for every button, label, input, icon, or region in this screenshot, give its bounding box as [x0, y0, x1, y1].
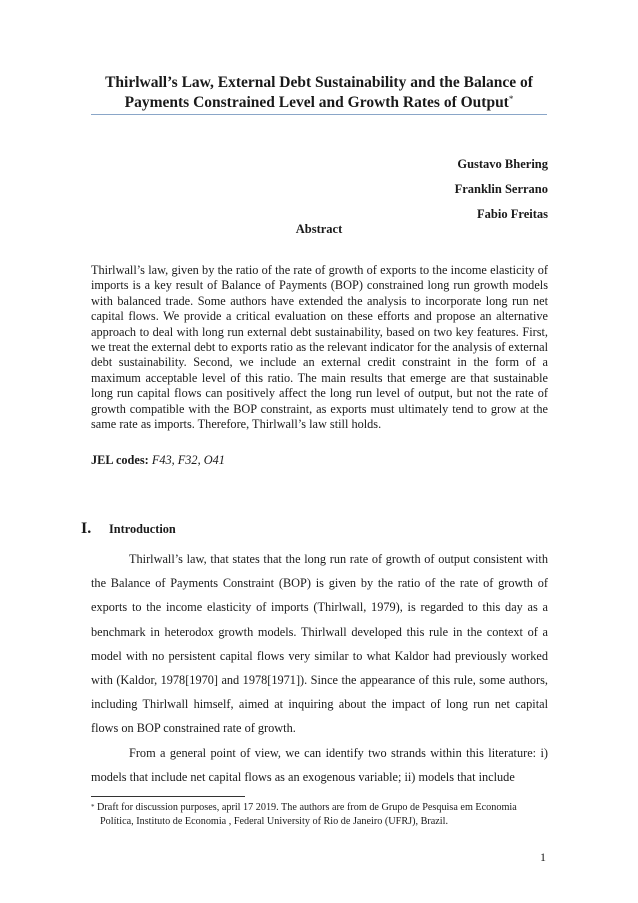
- author-name: Fabio Freitas: [477, 207, 548, 221]
- footnote-divider: [91, 796, 245, 797]
- title-footnote-mark[interactable]: *: [508, 94, 514, 104]
- jel-codes-line: [91, 453, 225, 468]
- abstract-heading: Abstract: [295, 222, 343, 236]
- author-name: Franklin Serrano: [454, 182, 548, 196]
- section-number: I.: [81, 520, 92, 537]
- title-line-1: Thirlwall’s Law, External Debt Sustainability and the Balance of: [105, 74, 533, 91]
- author-name: Gustavo Bhering: [457, 157, 548, 171]
- author-list: [455, 152, 548, 227]
- footnote: [91, 801, 548, 829]
- jel-codes: F43, F32, O41: [151, 453, 225, 467]
- section-body: [91, 547, 548, 789]
- footnote-text: Draft for discussion purposes, april 17 2019. The authors are from de Grupo de Pesquisa em Economia Política, Instituto de Economia , Federal University of Rio de Janeiro (UFRJ), Brazil.: [97, 802, 517, 827]
- page-number: 1: [540, 850, 546, 864]
- section-heading: [81, 520, 176, 538]
- body-paragraph: Thirlwall’s law, that states that the long run rate of growth of output consistent with the Balance of Payments Constraint (BOP) is given by the ratio of the rate of growth of exports to the income elasticity of imports (Thirlwall, 1979), is regarded to this day as a benchmark in heterodox growth models. Thirlwall developed this rule in the context of a model with no persistent capital flows very similar to what Kaldor had previously worked with (Kaldor, 1978[1970] and 1978[1971]). Since the appearance of this rule, some authors, including Thirlwall himself, aimed at inquiring about the impact of long run net capital flows on BOP constrained rate of growth.: [91, 552, 548, 736]
- jel-label: JEL codes:: [91, 453, 149, 467]
- title-line-2: Payments Constrained Level and Growth Rates of Output: [124, 94, 509, 111]
- body-paragraph: From a general point of view, we can identify two strands within this literature: i) models that include net capital flows as an exogenous variable; ii) models that include: [91, 745, 548, 784]
- footnote-mark: *: [91, 803, 95, 811]
- title-divider: [91, 114, 547, 115]
- paper-title: [90, 73, 548, 113]
- abstract-text: Thirlwall’s law, given by the ratio of the rate of growth of exports to the income elasticity of imports is a key result of Balance of Payments (BOP) constrained long run growth models with balanced trade. Some authors have extended the analysis to incorporate long run net capital flows. We provide a critical evaluation on these efforts and propose an alternative approach to deal with long run external debt sustainability, based on two key features. First, we treat the external debt to exports ratio as the relevant indicator for the analysis of external debt sustainability. Second, we include an external credit constraint in the form of a maximum acceptable level of this ratio. The main results that emerge are that sustainable long run capital flows can positively affect the long run level of output, but not the rate of growth compatible with the BOP constraint, as exports must ultimately tend to grow at the same rate as imports. Therefore, Thirlwall’s law still holds.: [91, 263, 548, 432]
- section-title: Introduction: [109, 522, 176, 536]
